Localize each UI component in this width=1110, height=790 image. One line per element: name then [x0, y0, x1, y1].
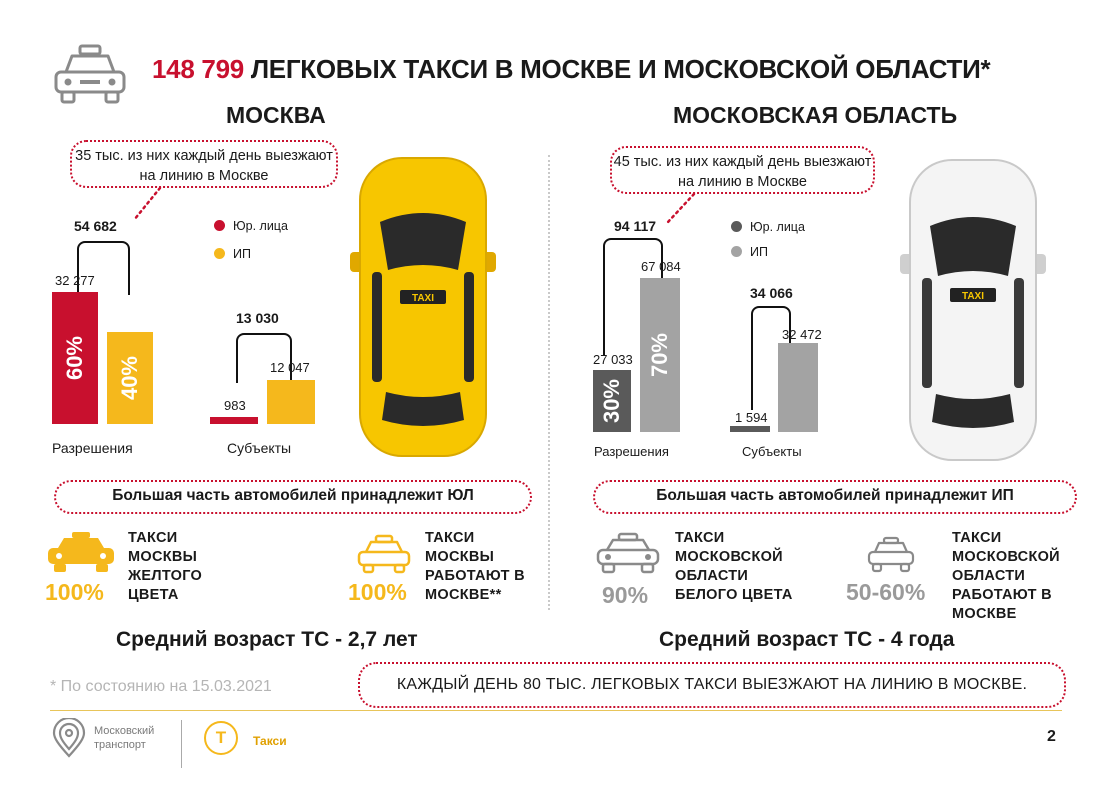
moscow-legend-ip: ИП: [214, 247, 251, 261]
oblast-permits-ip-value: 67 084: [641, 259, 681, 274]
moscow-subjects-axis-label: Субъекты: [227, 440, 292, 456]
oblast-legend-ip: ИП: [731, 245, 768, 259]
moscow-permits-axis-label: Разрешения: [52, 440, 133, 456]
oblast-region-title: МОСКОВСКАЯ ОБЛАСТЬ: [673, 102, 958, 128]
moscow-callout-pointer: [130, 186, 170, 224]
moscow-fact2-text: ТАКСИ МОСКВЫ РАБОТАЮТ В МОСКВЕ**: [425, 530, 525, 603]
oblast-permits-ul-value: 27 033: [593, 352, 633, 367]
oblast-permits-ip-percent: 70%: [647, 332, 672, 378]
white-taxi-car-image: [898, 154, 1048, 466]
oblast-fact2-percent: 50-60%: [846, 579, 926, 605]
oblast-subjects-ip-bar: [778, 343, 818, 432]
oblast-callout-pointer: [662, 192, 702, 226]
moscow-permits-ip-bar: [107, 332, 153, 424]
moscow-subjects-total: 13 030: [236, 310, 279, 326]
oblast-legend-ul: Юр. лица: [731, 220, 805, 234]
legend-dot-red: [214, 220, 225, 231]
yellow-taxi-icon: [44, 530, 118, 574]
moscow-permits-ul-percent: 60%: [62, 335, 87, 381]
column-divider: [548, 155, 550, 610]
moscow-subjects-ul-value: 983: [224, 398, 246, 413]
oblast-permits-axis-label: Разрешения: [594, 444, 669, 459]
moscow-region-title: МОСКВА: [226, 102, 326, 128]
oblast-permits-total: 94 117: [614, 218, 657, 234]
moscow-transport-logo-icon: [50, 718, 88, 758]
moscow-transport-logo-text: Московский транспорт: [94, 725, 155, 751]
page-title: [152, 54, 990, 85]
yellow-taxi-car-image: [348, 152, 498, 462]
moscow-callout: 35 тыс. из них каждый день выезжают на линию в Москве: [70, 140, 338, 188]
title-number: 148 799: [152, 54, 244, 84]
moscow-banner: Большая часть автомобилей принадлежит ЮЛ: [54, 480, 532, 514]
taxi-logo-text: Такси: [253, 734, 287, 748]
legend-dot-dark-gray: [731, 221, 742, 232]
moscow-subjects-ul-bar: [210, 417, 258, 424]
moscow-fact1-percent: 100%: [45, 579, 104, 605]
taxi-header-icon: [50, 42, 130, 106]
oblast-subjects-axis-label: Субъекты: [742, 444, 802, 459]
oblast-fact1-text: ТАКСИ МОСКОВСКОЙ ОБЛАСТИ БЕЛОГО ЦВЕТА: [675, 530, 793, 603]
moscow-permits-total: 54 682: [74, 218, 117, 234]
moscow-permits-ip-percent: 40%: [117, 356, 142, 401]
moscow-subjects-ip-value: 12 047: [270, 360, 310, 375]
moscow-legend-ul: Юр. лица: [214, 219, 288, 233]
footer-rule: [50, 710, 1062, 711]
oblast-banner: Большая часть автомобилей принадлежит ИП: [593, 480, 1077, 514]
yellow-taxi-outline-icon: [356, 534, 412, 574]
oblast-subjects-ul-value: 1 594: [735, 410, 768, 425]
moscow-permits-ul-bar: [52, 292, 98, 424]
moscow-subjects-bracket: [236, 333, 292, 383]
oblast-permits-ip-bar: [640, 278, 680, 432]
footnote: * По состоянию на 15.03.2021: [50, 678, 272, 695]
moscow-subjects-ip-bar: [267, 380, 315, 424]
page-number: 2: [1047, 728, 1056, 745]
oblast-fact1-percent: 90%: [602, 582, 649, 608]
logo-separator: [181, 720, 182, 768]
title-text: ЛЕГКОВЫХ ТАКСИ В МОСКВЕ И МОСКОВСКОЙ ОБЛАСТИ*: [250, 54, 991, 84]
legend-dot-yellow: [214, 248, 225, 259]
gray-taxi-outline-icon: [866, 536, 916, 574]
gray-taxi-icon: [594, 532, 662, 574]
daily-banner: КАЖДЫЙ ДЕНЬ 80 ТЫС. ЛЕГКОВЫХ ТАКСИ ВЫЕЗЖАЮТ НА ЛИНИЮ В МОСКВЕ.: [358, 662, 1066, 708]
moscow-permits-ul-value: 32 277: [55, 273, 95, 288]
oblast-fact2-text: ТАКСИ МОСКОВСКОЙ ОБЛАСТИ РАБОТАЮТ В МОСКВЕ: [952, 530, 1060, 622]
oblast-permits-ul-bar: [593, 370, 631, 432]
legend-dot-light-gray: [731, 246, 742, 257]
white-car-sign: TAXI: [961, 291, 985, 302]
oblast-subjects-ip-value: 32 472: [782, 327, 822, 342]
taxi-logo-icon: Т: [204, 721, 238, 755]
yellow-car-sign: TAXI: [411, 293, 435, 304]
moscow-fact2-percent: 100%: [348, 579, 407, 605]
oblast-avg-age: Средний возраст ТС - 4 года: [659, 628, 955, 651]
oblast-callout: 45 тыс. из них каждый день выезжают на линию в Москве: [610, 146, 875, 194]
oblast-permits-ul-percent: 30%: [599, 378, 624, 423]
moscow-fact1-text: ТАКСИ МОСКВЫ ЖЕЛТОГО ЦВЕТА: [128, 530, 203, 603]
oblast-subjects-ul-bar: [730, 426, 770, 432]
moscow-avg-age: Средний возраст ТС - 2,7 лет: [116, 628, 418, 651]
oblast-subjects-total: 34 066: [750, 285, 793, 301]
